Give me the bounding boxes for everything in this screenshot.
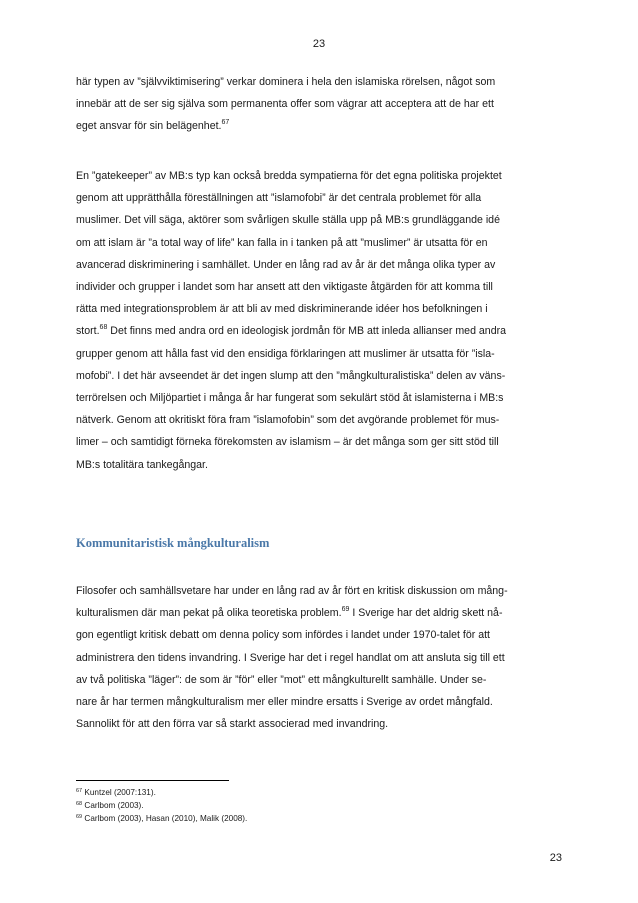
text-line [76, 115, 562, 137]
text-fragment: stort. [76, 325, 100, 338]
text-line: En ”gatekeeper” av MB:s typ kan också bredda sympatierna för det egna politiska projektet [76, 170, 502, 182]
footnotes [76, 786, 247, 825]
text-line: grupper genom att hålla fast vid den ensidiga förklaringen att muslimer är utsatta för ”isla- [76, 347, 495, 360]
footnote-ref-67[interactable]: 67 [221, 119, 230, 127]
footnote-number: 69 [76, 814, 83, 820]
paragraph-1 [76, 71, 562, 138]
footnote-ref-68[interactable]: 68 [99, 324, 108, 332]
footnote-ref-69[interactable]: 69 [341, 606, 350, 614]
text-line: genom att upprätthålla föreställningen att ”islamofobi” är det centrala problemet för alla [76, 192, 482, 205]
text-fragment: Det finns med andra ord en ideologisk jordmån för MB att inleda allianser med andra [107, 325, 507, 338]
footnote-number: 67 [76, 788, 83, 794]
footnote-separator [76, 780, 229, 781]
footnote-69 [76, 812, 247, 825]
footnote-number: 68 [76, 801, 83, 807]
text-line: Sannolikt för att den förra var så starkt associerad med invandring. [76, 718, 389, 731]
text-line: terrörelsen och Miljöpartiet i många år har fungerat som sekulärt stöd åt islamisterna i MB:s [76, 392, 504, 405]
footnote-67 [76, 786, 247, 799]
text-line: här typen av ”självviktimisering” verkar dominera i hela den islamiska rörelsen, något som [76, 76, 496, 88]
text-fragment: kulturalismen där man pekat på olika teoretiska problem. [76, 607, 342, 620]
footnote-text: Carlbom (2003). [82, 801, 144, 810]
text-line [76, 320, 562, 342]
paragraph-3 [76, 580, 562, 735]
text-line: mofobi”. I det här avseendet är det ingen slump att den ”mångkulturalistiska” delen av väns- [76, 369, 506, 382]
text-line: MB:s totalitära tankegångar. [76, 458, 208, 471]
text-line: innebär att de ser sig själva som permanenta offer som vägrar att acceptera att de har ett [76, 98, 494, 111]
text-fragment: eget ansvar för sin belägenhet. [76, 120, 222, 133]
text-line [76, 602, 562, 624]
page-number-top: 23 [312, 38, 326, 50]
text-line: nare år har termen mångkulturalism mer eller mindre ersatts i Sverige av ordet mångfald. [76, 696, 493, 709]
paragraph-2 [76, 165, 562, 476]
text-line: av två politiska ”läger”: de som är ”för” eller ”mot” ett mångkulturellt samhälle. Under se- [76, 673, 487, 686]
text-line: avancerad diskriminering i samhället. Under en lång rad av år är det många olika typer av [76, 258, 496, 271]
text-line: om att islam är ”a total way of life” kan falla in i tanken på att ”muslimer” är utsatta för en [76, 236, 488, 249]
section-heading: Kommunitaristisk mångkulturalism [76, 536, 270, 550]
text-line: gon egentligt kritisk debatt om denna policy som infördes i landet under 1970-talet för att [76, 629, 490, 642]
text-line: administrera den tidens invandring. I Sverige har det i regel handlat om att ansluta sig till ett [76, 651, 505, 664]
footnote-text: Kuntzel (2007:131). [82, 788, 156, 797]
text-line: rätta med integrationsproblem är att bli av med diskriminerande idéer hos befolkningen i [76, 303, 488, 316]
text-fragment: I Sverige har det aldrig skett nå- [349, 607, 503, 620]
text-line: individer och grupper i landet som har ansett att den viktigaste åtgärden för att komma till [76, 281, 493, 294]
text-line: Filosofer och samhällsvetare har under en lång rad av år fört en kritisk diskussion om mång- [76, 585, 508, 597]
text-line: nätverk. Genom att okritiskt föra fram ”islamofobin” som det avgörande problemet för mus- [76, 414, 500, 427]
text-line: limer – och samtidigt förneka förekomsten av islamism – är det många som ger sitt stöd till [76, 436, 499, 449]
text-line: muslimer. Det vill säga, aktörer som svårligen skulle ställa upp på MB:s grundläggande idé [76, 214, 500, 227]
page-number-bottom: 23 [549, 852, 562, 864]
footnote-68 [76, 799, 247, 812]
footnote-text: Carlbom (2003), Hasan (2010), Malik (2008). [82, 814, 248, 823]
